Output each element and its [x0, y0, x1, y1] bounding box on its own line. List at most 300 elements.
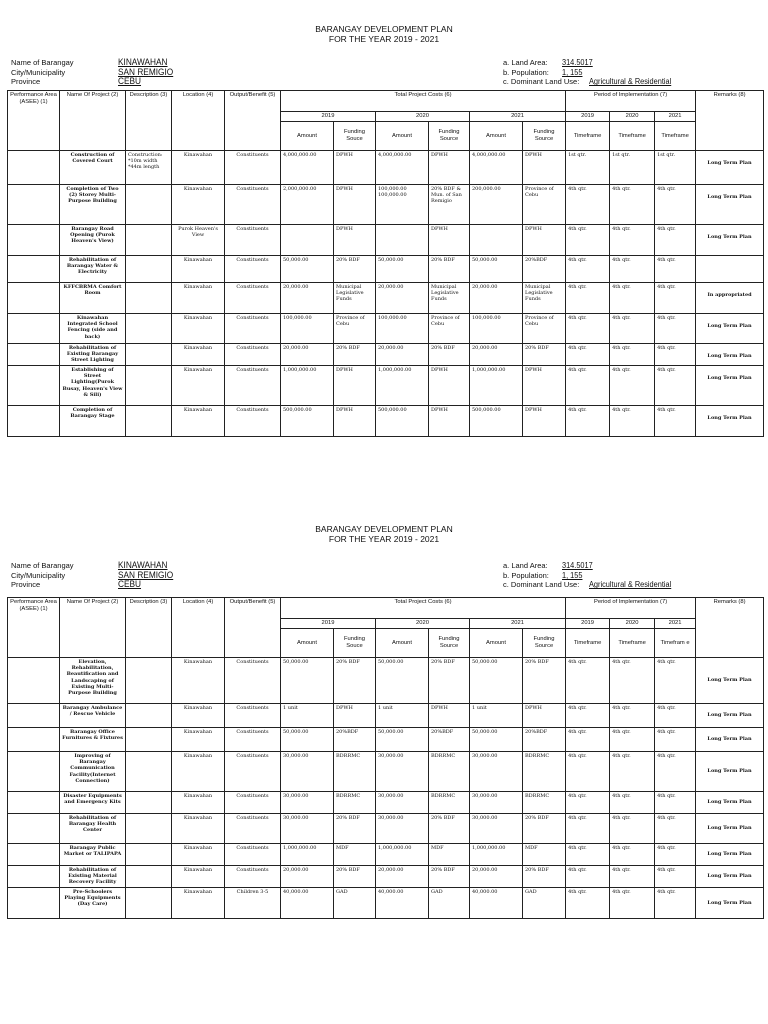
amount-2021-cell: 500,000.00: [470, 406, 523, 437]
timeframe-2021-cell: 4th qtr.: [655, 225, 696, 256]
project-name-cell: Improving of Barangay Communication Facility(Internet Connection): [60, 752, 126, 792]
population-value: 1, 155: [562, 570, 583, 580]
funding-2019-cell: BDRRMC: [334, 792, 376, 814]
amount-2021-cell: 30,000.00: [470, 752, 523, 792]
header-total-costs: Total Project Costs (6): [281, 598, 566, 619]
performance-cell: [8, 866, 60, 888]
output-cell: Constituents: [225, 792, 281, 814]
header-period-2020: 2020: [610, 619, 655, 629]
header-amount: Amount: [470, 629, 523, 658]
land-use-value: Agricultural & Residential: [589, 580, 672, 590]
funding-2021-cell: 20% BDF: [523, 658, 566, 704]
header-year-2021: 2021: [470, 619, 566, 629]
remarks-cell: Long Term Plan: [696, 366, 764, 406]
performance-cell: [8, 792, 60, 814]
location-cell: Kinawahan: [172, 256, 225, 283]
timeframe-2021-cell: 4th qtr.: [655, 185, 696, 225]
timeframe-2019-cell: 4th qtr.: [566, 344, 610, 366]
header-output: Output/Benefit (5): [225, 91, 281, 151]
funding-2021-cell: GAD: [523, 888, 566, 919]
performance-cell: [8, 814, 60, 844]
title-line-1: BARANGAY DEVELOPMENT PLAN: [315, 24, 453, 34]
barangay-info-1: [11, 58, 178, 87]
header-performance: Performance Area (ASEE) (1): [8, 91, 60, 151]
table-row: [8, 728, 764, 752]
timeframe-2020-cell: 4th qtr.: [610, 752, 655, 792]
funding-2019-cell: DPWH: [334, 366, 376, 406]
amount-2020-cell: 50,000.00: [376, 256, 429, 283]
output-cell: Constituents: [225, 366, 281, 406]
title-line-1: BARANGAY DEVELOPMENT PLAN: [315, 524, 453, 534]
remarks-cell: Long Term Plan: [696, 752, 764, 792]
location-cell: Kinawahan: [172, 814, 225, 844]
amount-2019-cell: 30,000.00: [281, 752, 334, 792]
timeframe-2021-cell: 4th qtr.: [655, 866, 696, 888]
funding-2019-cell: MDF: [334, 844, 376, 866]
funding-2021-cell: MDF: [523, 844, 566, 866]
location-cell: Kinawahan: [172, 406, 225, 437]
project-name-cell: Barangay Ambulance / Rescue Vehicle: [60, 704, 126, 728]
performance-cell: [8, 366, 60, 406]
funding-2020-cell: DPWH: [429, 366, 470, 406]
land-use-label: c. Dominant Land Use:: [503, 580, 580, 590]
timeframe-2021-cell: 4th qtr.: [655, 658, 696, 704]
barangay-info-2: [11, 561, 178, 590]
output-cell: Constituents: [225, 151, 281, 185]
header-period-2021: 2021: [655, 619, 696, 629]
output-cell: Constituents: [225, 225, 281, 256]
funding-2020-cell: GAD: [429, 888, 470, 919]
output-cell: Children 3-5: [225, 888, 281, 919]
project-name-cell: Rehabilitation of Barangay Health Center: [60, 814, 126, 844]
timeframe-2019-cell: 4th qtr.: [566, 225, 610, 256]
amount-2020-cell: 500,000.00: [376, 406, 429, 437]
header-funding: Funding Souce: [334, 629, 376, 658]
timeframe-2020-cell: 4th qtr.: [610, 366, 655, 406]
amount-2021-cell: 40,000.00: [470, 888, 523, 919]
amount-2021-cell: 50,000.00: [470, 658, 523, 704]
amount-2019-cell: 30,000.00: [281, 814, 334, 844]
description-cell: [126, 792, 172, 814]
funding-2019-cell: 20% BDF: [334, 344, 376, 366]
province-name: CEBU: [118, 579, 142, 590]
funding-2021-cell: DPWH: [523, 406, 566, 437]
table-row: [8, 658, 764, 704]
city-name: SAN REMIGIO: [118, 66, 174, 77]
timeframe-2019-cell: 4th qtr.: [566, 814, 610, 844]
funding-2020-cell: Municipal Legislative Funds: [429, 283, 470, 314]
timeframe-2019-cell: 4th qtr.: [566, 406, 610, 437]
location-cell: Purok Heaven's View: [172, 225, 225, 256]
amount-2020-cell: 20,000.00: [376, 283, 429, 314]
amount-2020-cell: 20,000.00: [376, 866, 429, 888]
description-cell: [126, 366, 172, 406]
timeframe-2020-cell: 4th qtr.: [610, 344, 655, 366]
funding-2020-cell: Province of Cebu: [429, 314, 470, 344]
header-remarks: Remarks (8): [696, 91, 764, 151]
timeframe-2020-cell: 4th qtr.: [610, 844, 655, 866]
location-cell: Kinawahan: [172, 344, 225, 366]
table-row: [8, 283, 764, 314]
funding-2019-cell: Municipal Legislative Funds: [334, 283, 376, 314]
table-row: [8, 752, 764, 792]
timeframe-2021-cell: 4th qtr.: [655, 256, 696, 283]
timeframe-2021-cell: 4th qtr.: [655, 752, 696, 792]
land-area-value: 314.5017: [562, 58, 593, 67]
timeframe-2020-cell: 4th qtr.: [610, 283, 655, 314]
timeframe-2019-cell: 4th qtr.: [566, 888, 610, 919]
location-cell: Kinawahan: [172, 366, 225, 406]
performance-cell: [8, 225, 60, 256]
project-name-cell: Disaster Equipments and Emergency Kits: [60, 792, 126, 814]
funding-2021-cell: 20% BDF: [523, 866, 566, 888]
header-funding: Funding Souce: [334, 122, 376, 151]
amount-2019-cell: 100,000.00: [281, 314, 334, 344]
amount-2021-cell: 50,000.00: [470, 728, 523, 752]
header-funding: Funding Source: [523, 629, 566, 658]
amount-2021-cell: 50,000.00: [470, 256, 523, 283]
amount-2021-cell: 30,000.00: [470, 814, 523, 844]
amount-2020-cell: 30,000.00: [376, 814, 429, 844]
performance-cell: [8, 658, 60, 704]
funding-2021-cell: 20% BDF: [523, 344, 566, 366]
header-project: Name Of Project (2): [60, 91, 126, 151]
output-cell: Constituents: [225, 406, 281, 437]
area-info-1: [503, 58, 678, 87]
header-amount: Amount: [376, 629, 429, 658]
amount-2020-cell: 30,000.00: [376, 792, 429, 814]
land-area-label: a. Land Area:: [503, 58, 548, 67]
timeframe-2020-cell: 4th qtr.: [610, 792, 655, 814]
land-area-value: 314.5017: [562, 561, 593, 570]
header-year-2021: 2021: [470, 112, 566, 122]
performance-cell: [8, 752, 60, 792]
project-name-cell: Rehabilitation of Barangay Water & Electricity: [60, 256, 126, 283]
timeframe-2020-cell: 4th qtr.: [610, 658, 655, 704]
funding-2019-cell: GAD: [334, 888, 376, 919]
timeframe-2020-cell: 4th qtr.: [610, 406, 655, 437]
remarks-cell: Long Term Plan: [696, 792, 764, 814]
table-row: [8, 844, 764, 866]
timeframe-2021-cell: 4th qtr.: [655, 366, 696, 406]
timeframe-2020-cell: 4th qtr.: [610, 256, 655, 283]
funding-2019-cell: Province of Cebu: [334, 314, 376, 344]
description-cell: [126, 185, 172, 225]
land-use-label: c. Dominant Land Use:: [503, 77, 580, 87]
description-cell: [126, 406, 172, 437]
table-row: [8, 406, 764, 437]
timeframe-2021-cell: 4th qtr.: [655, 888, 696, 919]
project-name-cell: KFFCBRMA Comfort Room: [60, 283, 126, 314]
project-name-cell: Kinawahan Integrated School Fencing (side and back): [60, 314, 126, 344]
project-name-cell: Barangay Road Opening (Purok Heaven's View): [60, 225, 126, 256]
population-label: b. Population:: [503, 570, 549, 580]
header-period: Period of Implementation (7): [566, 598, 696, 619]
amount-2020-cell: 40,000.00: [376, 888, 429, 919]
area-info-2: [503, 561, 678, 590]
table-row: [8, 704, 764, 728]
funding-2020-cell: BDRRMC: [429, 792, 470, 814]
header-amount: Amount: [470, 122, 523, 151]
header-period-2019: 2019: [566, 619, 610, 629]
description-cell: [126, 283, 172, 314]
header-total-costs: Total Project Costs (6): [281, 91, 566, 112]
funding-2021-cell: Province of Cebu: [523, 185, 566, 225]
output-cell: Constituents: [225, 314, 281, 344]
amount-2019-cell: [281, 225, 334, 256]
funding-2020-cell: 20% BDF: [429, 658, 470, 704]
funding-2020-cell: MDF: [429, 844, 470, 866]
output-cell: Constituents: [225, 866, 281, 888]
remarks-cell: Long Term Plan: [696, 728, 764, 752]
timeframe-2019-cell: 4th qtr.: [566, 185, 610, 225]
table-row: [8, 814, 764, 844]
development-plan-table-2: [7, 597, 764, 919]
timeframe-2020-cell: 4th qtr.: [610, 728, 655, 752]
header-period-2019: 2019: [566, 112, 610, 122]
description-cell: [126, 658, 172, 704]
province-label: Province: [11, 77, 41, 87]
location-cell: Kinawahan: [172, 185, 225, 225]
amount-2019-cell: 40,000.00: [281, 888, 334, 919]
funding-2021-cell: 20%BDF: [523, 256, 566, 283]
output-cell: Constituents: [225, 814, 281, 844]
description-cell: [126, 752, 172, 792]
description-cell: [126, 225, 172, 256]
timeframe-2020-cell: 4th qtr.: [610, 704, 655, 728]
amount-2019-cell: 1,000,000.00: [281, 844, 334, 866]
amount-2021-cell: 30,000.00: [470, 792, 523, 814]
output-cell: Constituents: [225, 185, 281, 225]
funding-2019-cell: 20%BDF: [334, 728, 376, 752]
funding-2021-cell: Municipal Legislative Funds: [523, 283, 566, 314]
funding-2019-cell: 20% BDF: [334, 866, 376, 888]
timeframe-2021-cell: 4th qtr.: [655, 844, 696, 866]
amount-2021-cell: 20,000.00: [470, 283, 523, 314]
land-use-value: Agricultural & Residential: [589, 77, 672, 87]
remarks-cell: Long Term Plan: [696, 314, 764, 344]
timeframe-2019-cell: 4th qtr.: [566, 704, 610, 728]
project-name-cell: Rehabilitation of Existing Barangay Street Lighting: [60, 344, 126, 366]
header-timeframe: Timefram e: [655, 629, 696, 658]
funding-2020-cell: 20% BDF: [429, 814, 470, 844]
header-performance: Performance Area (ASEE) (1): [8, 598, 60, 658]
amount-2021-cell: 4,000,000.00: [470, 151, 523, 185]
plan-title-1: [0, 24, 768, 44]
funding-2021-cell: BDRRMC: [523, 792, 566, 814]
amount-2021-cell: 200,000.00: [470, 185, 523, 225]
plan-title-2: [0, 524, 768, 544]
location-cell: Kinawahan: [172, 151, 225, 185]
amount-2019-cell: 20,000.00: [281, 283, 334, 314]
amount-2019-cell: 1 unit: [281, 704, 334, 728]
project-name-cell: Completion of Barangay Stage: [60, 406, 126, 437]
remarks-cell: Long Term Plan: [696, 704, 764, 728]
location-cell: Kinawahan: [172, 792, 225, 814]
table-row: [8, 314, 764, 344]
remarks-cell: Long Term Plan: [696, 866, 764, 888]
header-funding: Funding Source: [429, 629, 470, 658]
timeframe-2019-cell: 4th qtr.: [566, 366, 610, 406]
funding-2021-cell: DPWH: [523, 225, 566, 256]
header-amount: Amount: [376, 122, 429, 151]
header-location: Location (4): [172, 91, 225, 151]
table-row: [8, 151, 764, 185]
project-name-cell: Completion of Two (2) Storey Multi-Purpose Building: [60, 185, 126, 225]
header-timeframe: Timeframe: [566, 629, 610, 658]
header-amount: Amount: [281, 122, 334, 151]
performance-cell: [8, 185, 60, 225]
timeframe-2019-cell: 4th qtr.: [566, 728, 610, 752]
table-body-2: [8, 658, 764, 919]
output-cell: Constituents: [225, 344, 281, 366]
description-cell: [126, 344, 172, 366]
timeframe-2019-cell: 4th qtr.: [566, 658, 610, 704]
project-name-cell: Establishing of Street Lighting(Purok Busay, Heaven's View & Sili): [60, 366, 126, 406]
amount-2019-cell: 30,000.00: [281, 792, 334, 814]
header-period-2020: 2020: [610, 112, 655, 122]
header-year-2019: 2019: [281, 112, 376, 122]
funding-2020-cell: DPWH: [429, 406, 470, 437]
timeframe-2020-cell: 4th qtr.: [610, 225, 655, 256]
location-cell: Kinawahan: [172, 283, 225, 314]
name-label: Name of Barangay: [11, 58, 74, 67]
amount-2020-cell: 1,000,000.00: [376, 366, 429, 406]
performance-cell: [8, 844, 60, 866]
output-cell: Constituents: [225, 658, 281, 704]
project-name-cell: Pre-Schoolers Playing Equipments (Day Care): [60, 888, 126, 919]
province-name: CEBU: [118, 76, 142, 87]
location-cell: Kinawahan: [172, 704, 225, 728]
amount-2021-cell: 100,000.00: [470, 314, 523, 344]
city-label: City/Municipality: [11, 570, 66, 580]
remarks-cell: Long Term Plan: [696, 814, 764, 844]
barangay-name: KINAWAHAN: [118, 57, 168, 67]
table-row: [8, 792, 764, 814]
performance-cell: [8, 728, 60, 752]
output-cell: Constituents: [225, 256, 281, 283]
timeframe-2019-cell: 4th qtr.: [566, 844, 610, 866]
description-cell: [126, 256, 172, 283]
timeframe-2021-cell: 1st qtr.: [655, 151, 696, 185]
project-name-cell: Barangay Public Market or TALIPAPA: [60, 844, 126, 866]
funding-2019-cell: DPWH: [334, 185, 376, 225]
performance-cell: [8, 283, 60, 314]
project-name-cell: Elevation, Rehabilitation, Beautification and Landscaping of Existing Multi-Purpose Building: [60, 658, 126, 704]
remarks-cell: Long Term Plan: [696, 185, 764, 225]
funding-2020-cell: 20% BDF: [429, 344, 470, 366]
output-cell: Constituents: [225, 752, 281, 792]
project-name-cell: Barangay Office Furnitures & Fixtures: [60, 728, 126, 752]
output-cell: Constituents: [225, 728, 281, 752]
timeframe-2021-cell: 4th qtr.: [655, 814, 696, 844]
header-timeframe: Timeframe: [655, 122, 696, 151]
description-cell: [126, 314, 172, 344]
name-label: Name of Barangay: [11, 561, 74, 570]
timeframe-2020-cell: 4th qtr.: [610, 888, 655, 919]
output-cell: Constituents: [225, 283, 281, 314]
amount-2020-cell: 50,000.00: [376, 728, 429, 752]
funding-2019-cell: DPWH: [334, 225, 376, 256]
table-row: [8, 888, 764, 919]
barangay-name: KINAWAHAN: [118, 560, 168, 570]
header-output: Output/Benefit (5): [225, 598, 281, 658]
amount-2020-cell: 1,000,000.00: [376, 844, 429, 866]
header-year-2020: 2020: [376, 619, 470, 629]
performance-cell: [8, 256, 60, 283]
timeframe-2019-cell: 4th qtr.: [566, 283, 610, 314]
funding-2020-cell: 20%BDF: [429, 728, 470, 752]
timeframe-2019-cell: 1st qtr.: [566, 151, 610, 185]
timeframe-2021-cell: 4th qtr.: [655, 792, 696, 814]
header-project: Name Of Project (2): [60, 598, 126, 658]
timeframe-2019-cell: 4th qtr.: [566, 314, 610, 344]
performance-cell: [8, 888, 60, 919]
project-name-cell: Rehabilitation of Existing Material Recovery Facility: [60, 866, 126, 888]
timeframe-2020-cell: 4th qtr.: [610, 814, 655, 844]
header-description: Description (3): [126, 91, 172, 151]
amount-2021-cell: 1,000,000.00: [470, 844, 523, 866]
table-row: [8, 225, 764, 256]
header-year-2019: 2019: [281, 619, 376, 629]
population-label: b. Population:: [503, 67, 549, 77]
amount-2020-cell: 100,000.00: [376, 314, 429, 344]
funding-2019-cell: 20% BDF: [334, 256, 376, 283]
funding-2020-cell: BDRRMC: [429, 752, 470, 792]
remarks-cell: Long Term Plan: [696, 658, 764, 704]
amount-2019-cell: 20,000.00: [281, 344, 334, 366]
header-period: Period of Implementation (7): [566, 91, 696, 112]
table-row: [8, 366, 764, 406]
amount-2019-cell: 4,000,000.00: [281, 151, 334, 185]
funding-2019-cell: DPWH: [334, 704, 376, 728]
funding-2021-cell: 20%BDF: [523, 728, 566, 752]
header-period-2021: 2021: [655, 112, 696, 122]
amount-2019-cell: 500,000.00: [281, 406, 334, 437]
timeframe-2020-cell: 4th qtr.: [610, 185, 655, 225]
remarks-cell: [696, 256, 764, 283]
funding-2020-cell: 20% BDF: [429, 866, 470, 888]
remarks-cell: Long Term Plan: [696, 344, 764, 366]
remarks-cell: Long Term Plan: [696, 151, 764, 185]
funding-2021-cell: BDRRMC: [523, 752, 566, 792]
city-name: SAN REMIGIO: [118, 569, 174, 580]
funding-2020-cell: 20% BDF: [429, 256, 470, 283]
amount-2019-cell: 2,000,000.00: [281, 185, 334, 225]
header-description: Description (3): [126, 598, 172, 658]
header-funding: Funding Source: [429, 122, 470, 151]
amount-2021-cell: 20,000.00: [470, 866, 523, 888]
header-timeframe: Timeframe: [610, 629, 655, 658]
amount-2019-cell: 20,000.00: [281, 866, 334, 888]
description-cell: [126, 704, 172, 728]
timeframe-2021-cell: 4th qtr.: [655, 704, 696, 728]
location-cell: Kinawahan: [172, 888, 225, 919]
table-row: [8, 866, 764, 888]
location-cell: Kinawahan: [172, 752, 225, 792]
project-name-cell: Construction of Covered Court: [60, 151, 126, 185]
population-value: 1, 155: [562, 67, 583, 77]
output-cell: Constituents: [225, 844, 281, 866]
output-cell: Constituents: [225, 704, 281, 728]
development-plan-table-1: [7, 90, 764, 437]
amount-2020-cell: 30,000.00: [376, 752, 429, 792]
header-location: Location (4): [172, 598, 225, 658]
description-cell: [126, 814, 172, 844]
performance-cell: [8, 344, 60, 366]
location-cell: Kinawahan: [172, 844, 225, 866]
amount-2019-cell: 50,000.00: [281, 256, 334, 283]
